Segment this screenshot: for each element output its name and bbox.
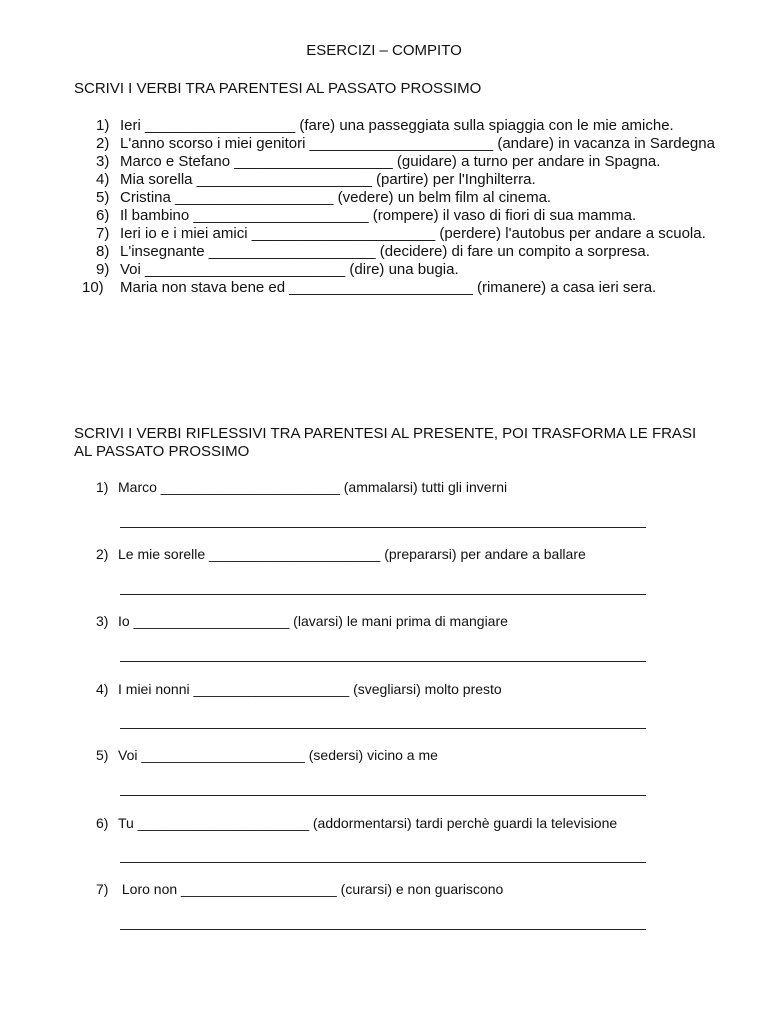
- item-text: Maria non stava bene ed ______________________ (rimanere) a casa ieri sera.: [120, 279, 657, 296]
- item-number: 4): [96, 171, 110, 188]
- item-number: 4): [96, 681, 109, 697]
- list-item: [74, 189, 724, 207]
- item-number: 8): [96, 243, 110, 260]
- item-text: Mia sorella _____________________ (partire) per l'Inghilterra.: [120, 171, 536, 188]
- item-text: Le mie sorelle ______________________ (prepararsi) per andare a ballare: [118, 546, 586, 562]
- exercise-item: [96, 814, 706, 832]
- section1-list: [74, 117, 724, 297]
- answer-line[interactable]: [120, 929, 646, 930]
- list-item: [74, 153, 724, 171]
- exercise-item: [96, 680, 706, 698]
- item-number: 5): [96, 747, 109, 763]
- item-number: 2): [96, 135, 110, 152]
- item-text: Cristina ___________________ (vedere) un belm film al cinema.: [120, 189, 552, 206]
- exercise-item: [96, 746, 706, 764]
- item-text: I miei nonni ____________________ (svegliarsi) molto presto: [118, 681, 502, 697]
- item-number: 7): [96, 881, 109, 897]
- item-number: 1): [96, 117, 110, 134]
- item-text: Ieri __________________ (fare) una passeggiata sulla spiaggia con le mie amiche.: [120, 117, 674, 134]
- list-item: [74, 225, 724, 243]
- list-item: [74, 117, 724, 135]
- item-text: Voi _____________________ (sedersi) vicino a me: [118, 747, 438, 763]
- answer-line[interactable]: [120, 661, 646, 662]
- list-item: [74, 135, 724, 153]
- item-number: 2): [96, 546, 109, 562]
- item-number: 9): [96, 261, 110, 278]
- item-text: Ieri io e i miei amici ______________________ (perdere) l'autobus per andare a scuola.: [120, 225, 706, 242]
- item-text: L'insegnante ____________________ (decidere) di fare un compito a sorpresa.: [120, 243, 650, 260]
- list-item: [74, 171, 724, 189]
- page-title: ESERCIZI – COMPITO: [306, 42, 462, 59]
- item-text: Voi ________________________ (dire) una bugia.: [120, 261, 459, 278]
- item-text: Io ____________________ (lavarsi) le mani prima di mangiare: [118, 613, 508, 629]
- item-text: Il bambino _____________________ (rompere) il vaso di fiori di sua mamma.: [120, 207, 637, 224]
- item-text: Marco e Stefano ___________________ (guidare) a turno per andare in Spagna.: [120, 153, 661, 170]
- section2-heading: SCRIVI I VERBI RIFLESSIVI TRA PARENTESI AL PRESENTE, POI TRASFORMA LE FRASI AL PASSATO PROSSIMO: [74, 425, 697, 460]
- exercise-item: [96, 880, 706, 898]
- item-number: 10): [82, 279, 104, 296]
- exercise-item: [96, 545, 706, 563]
- item-text: Loro non ____________________ (curarsi) e non guariscono: [118, 881, 504, 897]
- item-number: 6): [96, 815, 109, 831]
- item-number: 6): [96, 207, 110, 224]
- item-text: Marco _______________________ (ammalarsi) tutti gli inverni: [118, 479, 508, 495]
- answer-line[interactable]: [120, 862, 646, 863]
- item-text: Tu ______________________ (addormentarsi) tardi perchè guardi la televisione: [118, 815, 618, 831]
- answer-line[interactable]: [120, 728, 646, 729]
- answer-line[interactable]: [120, 594, 646, 595]
- item-number: 5): [96, 189, 110, 206]
- item-number: 3): [96, 153, 110, 170]
- exercise-item: [96, 612, 706, 630]
- list-item: [74, 243, 724, 261]
- item-number: 7): [96, 225, 110, 242]
- list-item: [74, 261, 724, 279]
- section1-heading: SCRIVI I VERBI TRA PARENTESI AL PASSATO PROSSIMO: [74, 80, 482, 97]
- list-item: [74, 279, 724, 297]
- item-number: 3): [96, 613, 109, 629]
- item-text: L'anno scorso i miei genitori ______________________ (andare) in vacanza in Sardegna: [120, 135, 715, 152]
- answer-line[interactable]: [120, 795, 646, 796]
- exercise-item: [96, 478, 706, 496]
- list-item: [74, 207, 724, 225]
- item-number: 1): [96, 479, 109, 495]
- answer-line[interactable]: [120, 527, 646, 528]
